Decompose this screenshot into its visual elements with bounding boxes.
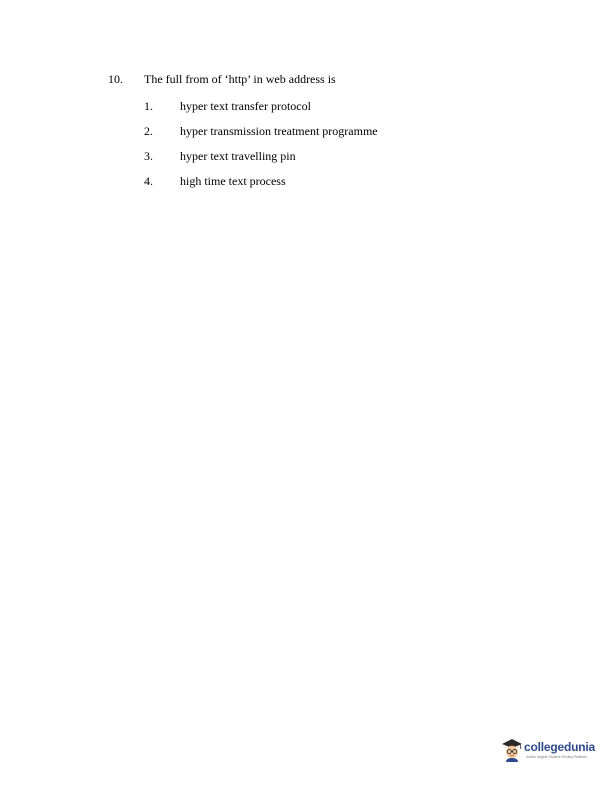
option-text: hyper text travelling pin bbox=[180, 149, 296, 163]
logo-name: collegedunia bbox=[524, 740, 595, 754]
collegedunia-logo bbox=[498, 735, 610, 765]
question-text: The full from of ‘http’ in web address is bbox=[144, 72, 336, 86]
question-number: 10. bbox=[108, 72, 123, 86]
option-number: 4. bbox=[144, 174, 153, 188]
option-number: 3. bbox=[144, 149, 153, 163]
option-item bbox=[0, 99, 612, 115]
option-number: 1. bbox=[144, 99, 153, 113]
option-item bbox=[0, 149, 612, 165]
graduate-mascot-icon bbox=[500, 737, 524, 763]
option-number: 2. bbox=[144, 124, 153, 138]
option-text: hyper text transfer protocol bbox=[180, 99, 311, 113]
option-item bbox=[0, 124, 612, 140]
option-text: hyper transmission treatment programme bbox=[180, 124, 378, 138]
option-text: high time text process bbox=[180, 174, 286, 188]
option-item bbox=[0, 174, 612, 190]
logo-tagline: India's largest Student Review Platform bbox=[526, 755, 587, 759]
question-block bbox=[0, 0, 612, 200]
